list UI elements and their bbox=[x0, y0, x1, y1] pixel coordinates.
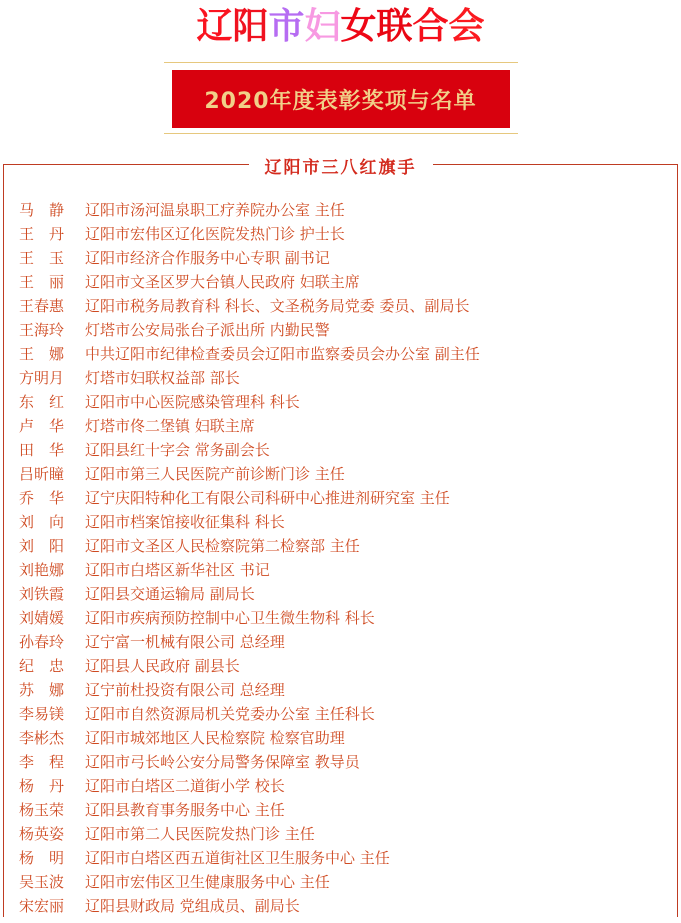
awardee-name: 李彬杰 bbox=[19, 729, 65, 747]
awardee-row bbox=[19, 726, 677, 750]
banner-label: 2020年度表彰奖项与名单 bbox=[204, 88, 477, 114]
awardee-role: 辽阳市疾病预防控制中心卫生微生物科 科长 bbox=[85, 609, 375, 627]
awardee-role: 辽宁庆阳特种化工有限公司科研中心推进剂研究室 主任 bbox=[85, 489, 450, 507]
awardee-name: 刘 阳 bbox=[19, 537, 65, 555]
awardee-role: 辽阳市档案馆接收征集科 科长 bbox=[85, 513, 285, 531]
awardee-name: 王 娜 bbox=[19, 345, 65, 363]
awardee-name: 纪 忠 bbox=[19, 657, 65, 675]
awardee-name: 方明月 bbox=[19, 369, 65, 387]
awardee-role: 辽阳市弓长岭公安分局警务保障室 教导员 bbox=[85, 753, 360, 771]
awardee-name: 王 玉 bbox=[19, 249, 65, 267]
awardee-role: 辽宁前杜投资有限公司 总经理 bbox=[85, 681, 285, 699]
awardee-name: 孙春玲 bbox=[19, 633, 65, 651]
awardee-role: 灯塔市妇联权益部 部长 bbox=[85, 369, 240, 387]
awardee-row bbox=[19, 246, 677, 270]
awardee-row bbox=[19, 534, 677, 558]
awardee-row bbox=[19, 798, 677, 822]
awardee-name: 杨玉荣 bbox=[19, 801, 65, 819]
awardee-row bbox=[19, 510, 677, 534]
awardee-row bbox=[19, 822, 677, 846]
awardee-role: 辽阳县人民政府 副县长 bbox=[85, 657, 240, 675]
awardee-name: 杨英姿 bbox=[19, 825, 65, 843]
awardee-row bbox=[19, 558, 677, 582]
awardee-role: 辽阳市宏伟区卫生健康服务中心 主任 bbox=[85, 873, 330, 891]
awardee-role: 辽阳县财政局 党组成员、副局长 bbox=[85, 897, 300, 915]
awardee-name: 马 静 bbox=[19, 201, 65, 219]
awardee-role: 辽阳县红十字会 常务副会长 bbox=[85, 441, 270, 459]
awardee-name: 刘 向 bbox=[19, 513, 65, 531]
awardee-row bbox=[19, 894, 677, 918]
awardee-row bbox=[19, 390, 677, 414]
awardee-role: 辽阳县交通运输局 副局长 bbox=[85, 585, 255, 603]
awardee-role: 辽阳市白塔区二道街小学 校长 bbox=[85, 777, 285, 795]
awardee-role: 辽阳市白塔区西五道街社区卫生服务中心 主任 bbox=[85, 849, 390, 867]
title-char: 会 bbox=[448, 5, 485, 47]
awardee-name: 乔 华 bbox=[19, 489, 65, 507]
awardee-list bbox=[4, 198, 677, 918]
awardee-role: 辽阳市白塔区新华社区 书记 bbox=[85, 561, 270, 579]
awardee-name: 王春惠 bbox=[19, 297, 65, 315]
awardee-row bbox=[19, 606, 677, 630]
awardee-name: 宋宏丽 bbox=[19, 897, 65, 915]
awardee-name: 王 丽 bbox=[19, 273, 65, 291]
awardee-name: 吴玉波 bbox=[19, 873, 65, 891]
awardee-role: 辽阳市自然资源局机关党委办公室 主任科长 bbox=[85, 705, 375, 723]
awardee-row bbox=[19, 582, 677, 606]
awardee-role: 辽阳市城郊地区人民检察院 检察官助理 bbox=[85, 729, 345, 747]
awardee-name: 刘铁霞 bbox=[19, 585, 65, 603]
awardee-row bbox=[19, 294, 677, 318]
awardee-row bbox=[19, 414, 677, 438]
gold-divider-bottom bbox=[164, 133, 518, 134]
awardee-role: 辽阳市中心医院感染管理科 科长 bbox=[85, 393, 300, 411]
awardee-name: 卢 华 bbox=[19, 417, 65, 435]
awardee-row bbox=[19, 846, 677, 870]
awardee-role: 辽阳市第三人民医院产前诊断门诊 主任 bbox=[85, 465, 345, 483]
awardee-name: 李 程 bbox=[19, 753, 65, 771]
awardee-row bbox=[19, 654, 677, 678]
page-title bbox=[0, 5, 681, 47]
awardee-row bbox=[19, 462, 677, 486]
awardee-row bbox=[19, 750, 677, 774]
awardee-role: 辽阳市税务局教育科 科长、文圣税务局党委 委员、副局长 bbox=[85, 297, 470, 315]
awardee-name: 刘艳娜 bbox=[19, 561, 65, 579]
section-box bbox=[3, 158, 678, 917]
awardee-name: 王 丹 bbox=[19, 225, 65, 243]
awardee-name: 杨 丹 bbox=[19, 777, 65, 795]
awardee-row bbox=[19, 630, 677, 654]
awardee-role: 中共辽阳市纪律检查委员会辽阳市监察委员会办公室 副主任 bbox=[85, 345, 480, 363]
awardee-row bbox=[19, 366, 677, 390]
awardee-role: 辽阳市宏伟区辽化医院发热门诊 护士长 bbox=[85, 225, 345, 243]
awardee-role: 灯塔市佟二堡镇 妇联主席 bbox=[85, 417, 255, 435]
awardee-name: 田 华 bbox=[19, 441, 65, 459]
awardee-name: 刘婧媛 bbox=[19, 609, 65, 627]
awardee-row bbox=[19, 438, 677, 462]
gold-divider-top bbox=[164, 62, 518, 63]
title-char: 市 bbox=[268, 5, 305, 47]
awardee-role: 辽阳县教育事务服务中心 主任 bbox=[85, 801, 285, 819]
awardee-name: 苏 娜 bbox=[19, 681, 65, 699]
awardee-row bbox=[19, 774, 677, 798]
awardee-row bbox=[19, 198, 677, 222]
awardee-role: 辽阳市第二人民医院发热门诊 主任 bbox=[85, 825, 315, 843]
awardee-role: 辽阳市汤河温泉职工疗养院办公室 主任 bbox=[85, 201, 345, 219]
awardee-name: 杨 明 bbox=[19, 849, 65, 867]
title-char: 合 bbox=[412, 5, 449, 47]
title-char: 女 bbox=[340, 5, 377, 47]
title-char: 联 bbox=[376, 5, 413, 47]
awardee-row bbox=[19, 870, 677, 894]
awardee-row bbox=[19, 342, 677, 366]
awardee-role: 辽阳市文圣区罗大台镇人民政府 妇联主席 bbox=[85, 273, 360, 291]
awardee-row bbox=[19, 270, 677, 294]
awardee-row bbox=[19, 222, 677, 246]
title-char: 阳 bbox=[232, 5, 269, 47]
awardee-row bbox=[19, 678, 677, 702]
awardee-name: 东 红 bbox=[19, 393, 65, 411]
awardee-name: 吕昕瞳 bbox=[19, 465, 65, 483]
awardee-name: 李易镁 bbox=[19, 705, 65, 723]
awardee-row bbox=[19, 702, 677, 726]
title-char: 妇 bbox=[304, 5, 341, 47]
awardee-name: 王海玲 bbox=[19, 321, 65, 339]
awardee-role: 辽阳市文圣区人民检察院第二检察部 主任 bbox=[85, 537, 360, 555]
awardee-row bbox=[19, 486, 677, 510]
awardee-role: 辽阳市经济合作服务中心专职 副书记 bbox=[85, 249, 330, 267]
awardee-row bbox=[19, 318, 677, 342]
banner bbox=[172, 70, 510, 128]
section-title: 辽阳市三八红旗手 bbox=[249, 153, 433, 178]
title-char: 辽 bbox=[196, 5, 233, 47]
awardee-role: 辽宁富一机械有限公司 总经理 bbox=[85, 633, 285, 651]
awardee-role: 灯塔市公安局张台子派出所 内勤民警 bbox=[85, 321, 330, 339]
